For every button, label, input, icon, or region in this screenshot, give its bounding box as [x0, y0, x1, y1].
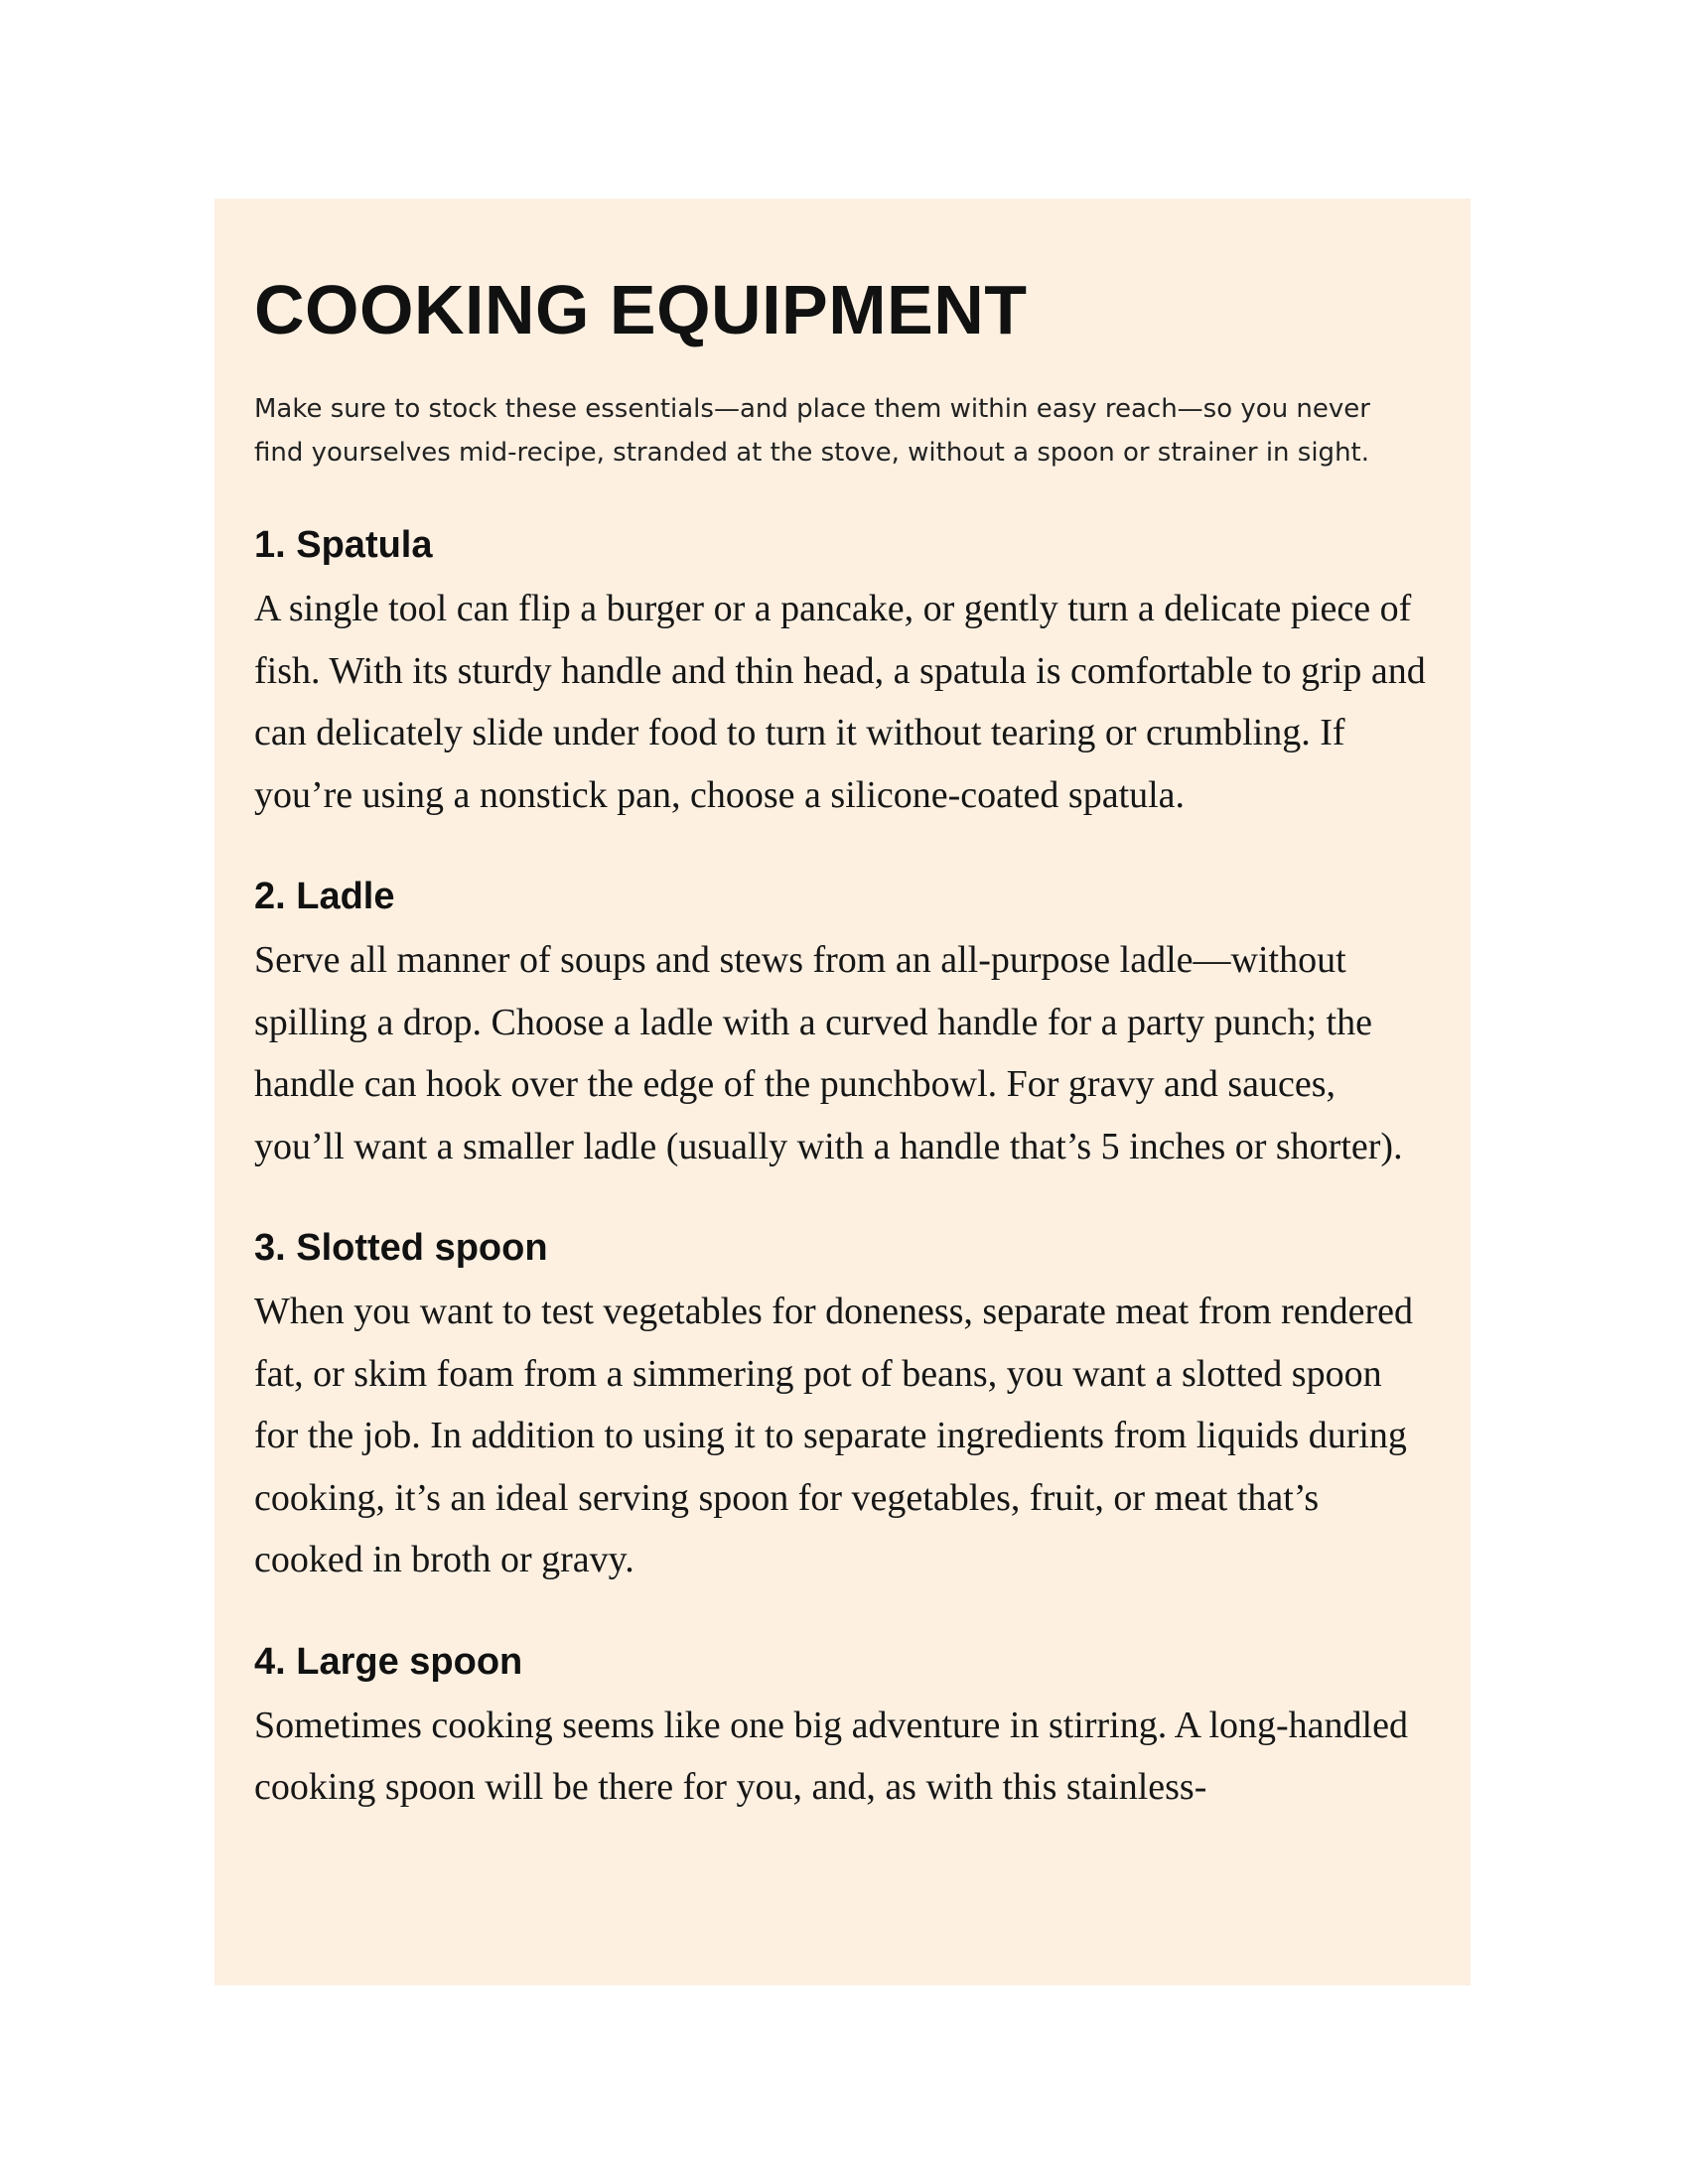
section-body: A single tool can flip a burger or a pancake, or gently turn a delicate piece of fish. With its sturdy handle and thin head, a spatula is comfortable to grip and can delicately slide under food to turn it without tearing or crumbling. If you’re using a nonstick pan, choose a silicone-coated spatula.	[254, 588, 1426, 816]
section-heading: 3. Slotted spoon	[254, 1227, 548, 1269]
section-heading: 2. Ladle	[254, 876, 395, 917]
section-large-spoon	[254, 1639, 1431, 1819]
page-title: COOKING EQUIPMENT	[254, 271, 1028, 348]
section-spatula	[254, 522, 1431, 826]
section-heading: 4. Large spoon	[254, 1640, 523, 1683]
section-heading: 1. Spatula	[254, 524, 433, 566]
section-body: Serve all manner of soups and stews from an all-purpose ladle—without spilling a drop. Choose a ladle with a curved handle for a party punch; the handle can hook over the edge of the punchbowl. For gravy and sauces, you’ll want a smaller ladle (usually with a handle that’s 5 inches or shorter).	[254, 939, 1403, 1167]
section-slotted-spoon	[254, 1225, 1431, 1591]
section-body: When you want to test vegetables for doneness, separate meat from rendered fat, or skim foam from a simmering pot of beans, you want a slotted spoon for the job. In addition to using it to separate ingredients from liquids during cooking, it’s an ideal serving spoon for vegetables, fruit, or meat that’s cooked in broth or gravy.	[254, 1291, 1413, 1580]
intro-paragraph: Make sure to stock these essentials—and place them within easy reach—so you never find yourselves mid-recipe, stranded at the stove, without a spoon or strainer in sight.	[254, 394, 1370, 468]
section-ladle	[254, 874, 1431, 1177]
section-body: Sometimes cooking seems like one big adventure in stirring. A long-handled cooking spoon will be there for you, and, as with this stainless-	[254, 1704, 1408, 1808]
content-panel	[214, 199, 1471, 1985]
